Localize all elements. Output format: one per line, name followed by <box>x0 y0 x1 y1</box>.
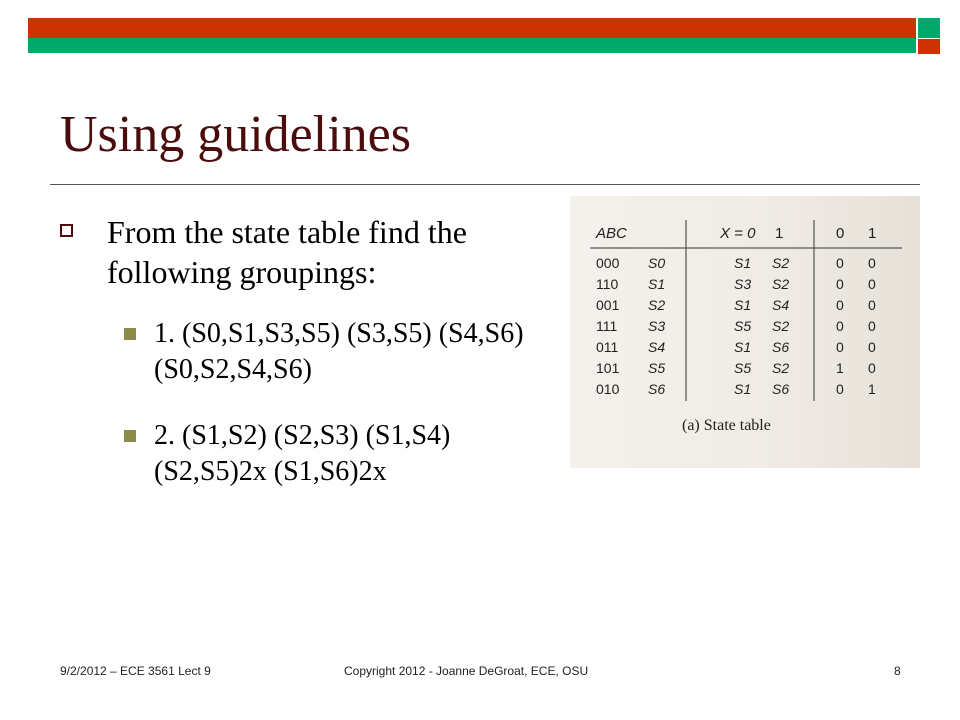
table-cell-out1: 0 <box>868 297 876 313</box>
state-table-image <box>570 196 920 468</box>
filled-square-bullet-icon <box>124 328 136 340</box>
table-cell-next1: S2 <box>772 255 790 271</box>
corner-square-red <box>918 39 940 54</box>
table-cell-next1: S6 <box>772 381 790 397</box>
main-bullet-text: From the state table find the following groupings: <box>107 214 467 290</box>
table-cell-state: S3 <box>648 318 666 334</box>
table-cell-state: S5 <box>648 360 666 376</box>
header-x1: 1 <box>775 225 784 242</box>
table-cell-abc: 011 <box>596 339 619 355</box>
table-cell-state: S1 <box>648 276 666 292</box>
table-caption: (a) State table <box>682 417 771 434</box>
table-cell-state: S4 <box>648 339 666 355</box>
table-cell-abc: 010 <box>596 381 620 397</box>
table-cell-out1: 0 <box>868 276 876 292</box>
table-cell-next1: S2 <box>772 360 790 376</box>
header-bar-green <box>28 38 916 53</box>
table-cell-out0: 0 <box>836 276 844 292</box>
table-cell-abc: 101 <box>596 360 620 376</box>
main-bullet <box>60 212 540 292</box>
sub-bullet-1-text: 1. (S0,S1,S3,S5) (S3,S5) (S4,S6) (S0,S2,S4,S6) <box>154 318 524 385</box>
table-cell-abc: 110 <box>596 276 619 292</box>
table-cell-out1: 0 <box>868 318 876 334</box>
table-cell-out0: 1 <box>836 360 844 376</box>
table-cell-abc: 111 <box>596 318 618 334</box>
sub-bullet-1 <box>124 316 564 388</box>
title-divider <box>50 184 920 185</box>
footer-copyright: Copyright 2012 - Joanne DeGroat, ECE, OSU <box>344 664 589 678</box>
table-cell-state: S0 <box>648 255 666 271</box>
hollow-square-bullet-icon <box>60 224 73 237</box>
state-table-svg <box>570 196 920 468</box>
table-cell-out0: 0 <box>836 339 844 355</box>
table-cell-abc: 001 <box>596 297 620 313</box>
table-cell-out0: 0 <box>836 318 844 334</box>
table-cell-next1: S6 <box>772 339 790 355</box>
table-cell-next0: S1 <box>734 255 752 271</box>
slide-title: Using guidelines <box>60 106 411 163</box>
table-cell-out1: 0 <box>868 360 876 376</box>
header-z1: 1 <box>868 225 877 242</box>
header-abc: ABC <box>596 225 627 242</box>
table-cell-state: S2 <box>648 297 666 313</box>
sub-bullet-2 <box>124 418 564 490</box>
footer-date: 9/2/2012 – ECE 3561 Lect 9 <box>60 664 211 678</box>
corner-square-green <box>918 18 940 38</box>
table-cell-next1: S2 <box>772 318 790 334</box>
table-cell-next0: S3 <box>734 276 752 292</box>
table-cell-out1: 0 <box>868 339 876 355</box>
table-cell-out1: 1 <box>868 381 876 397</box>
sub-bullet-2-text: 2. (S1,S2) (S2,S3) (S1,S4) (S2,S5)2x (S1,S6)2x <box>154 420 451 487</box>
table-cell-next1: S2 <box>772 276 790 292</box>
table-cell-next0: S5 <box>734 360 752 376</box>
table-cell-next0: S5 <box>734 318 752 334</box>
table-cell-out1: 0 <box>868 255 876 271</box>
header-bar-red <box>28 18 916 38</box>
table-cell-state: S6 <box>648 381 666 397</box>
filled-square-bullet-icon <box>124 430 136 442</box>
header-x0: X = 0 <box>720 225 756 242</box>
header-z0: 0 <box>836 225 845 242</box>
table-cell-out0: 0 <box>836 297 844 313</box>
table-cell-next1: S4 <box>772 297 790 313</box>
table-cell-out0: 0 <box>836 255 844 271</box>
table-cell-next0: S1 <box>734 339 752 355</box>
table-cell-out0: 0 <box>836 381 844 397</box>
page-number: 8 <box>894 664 901 678</box>
table-cell-next0: S1 <box>734 381 752 397</box>
table-cell-abc: 000 <box>596 255 620 271</box>
table-cell-next0: S1 <box>734 297 752 313</box>
